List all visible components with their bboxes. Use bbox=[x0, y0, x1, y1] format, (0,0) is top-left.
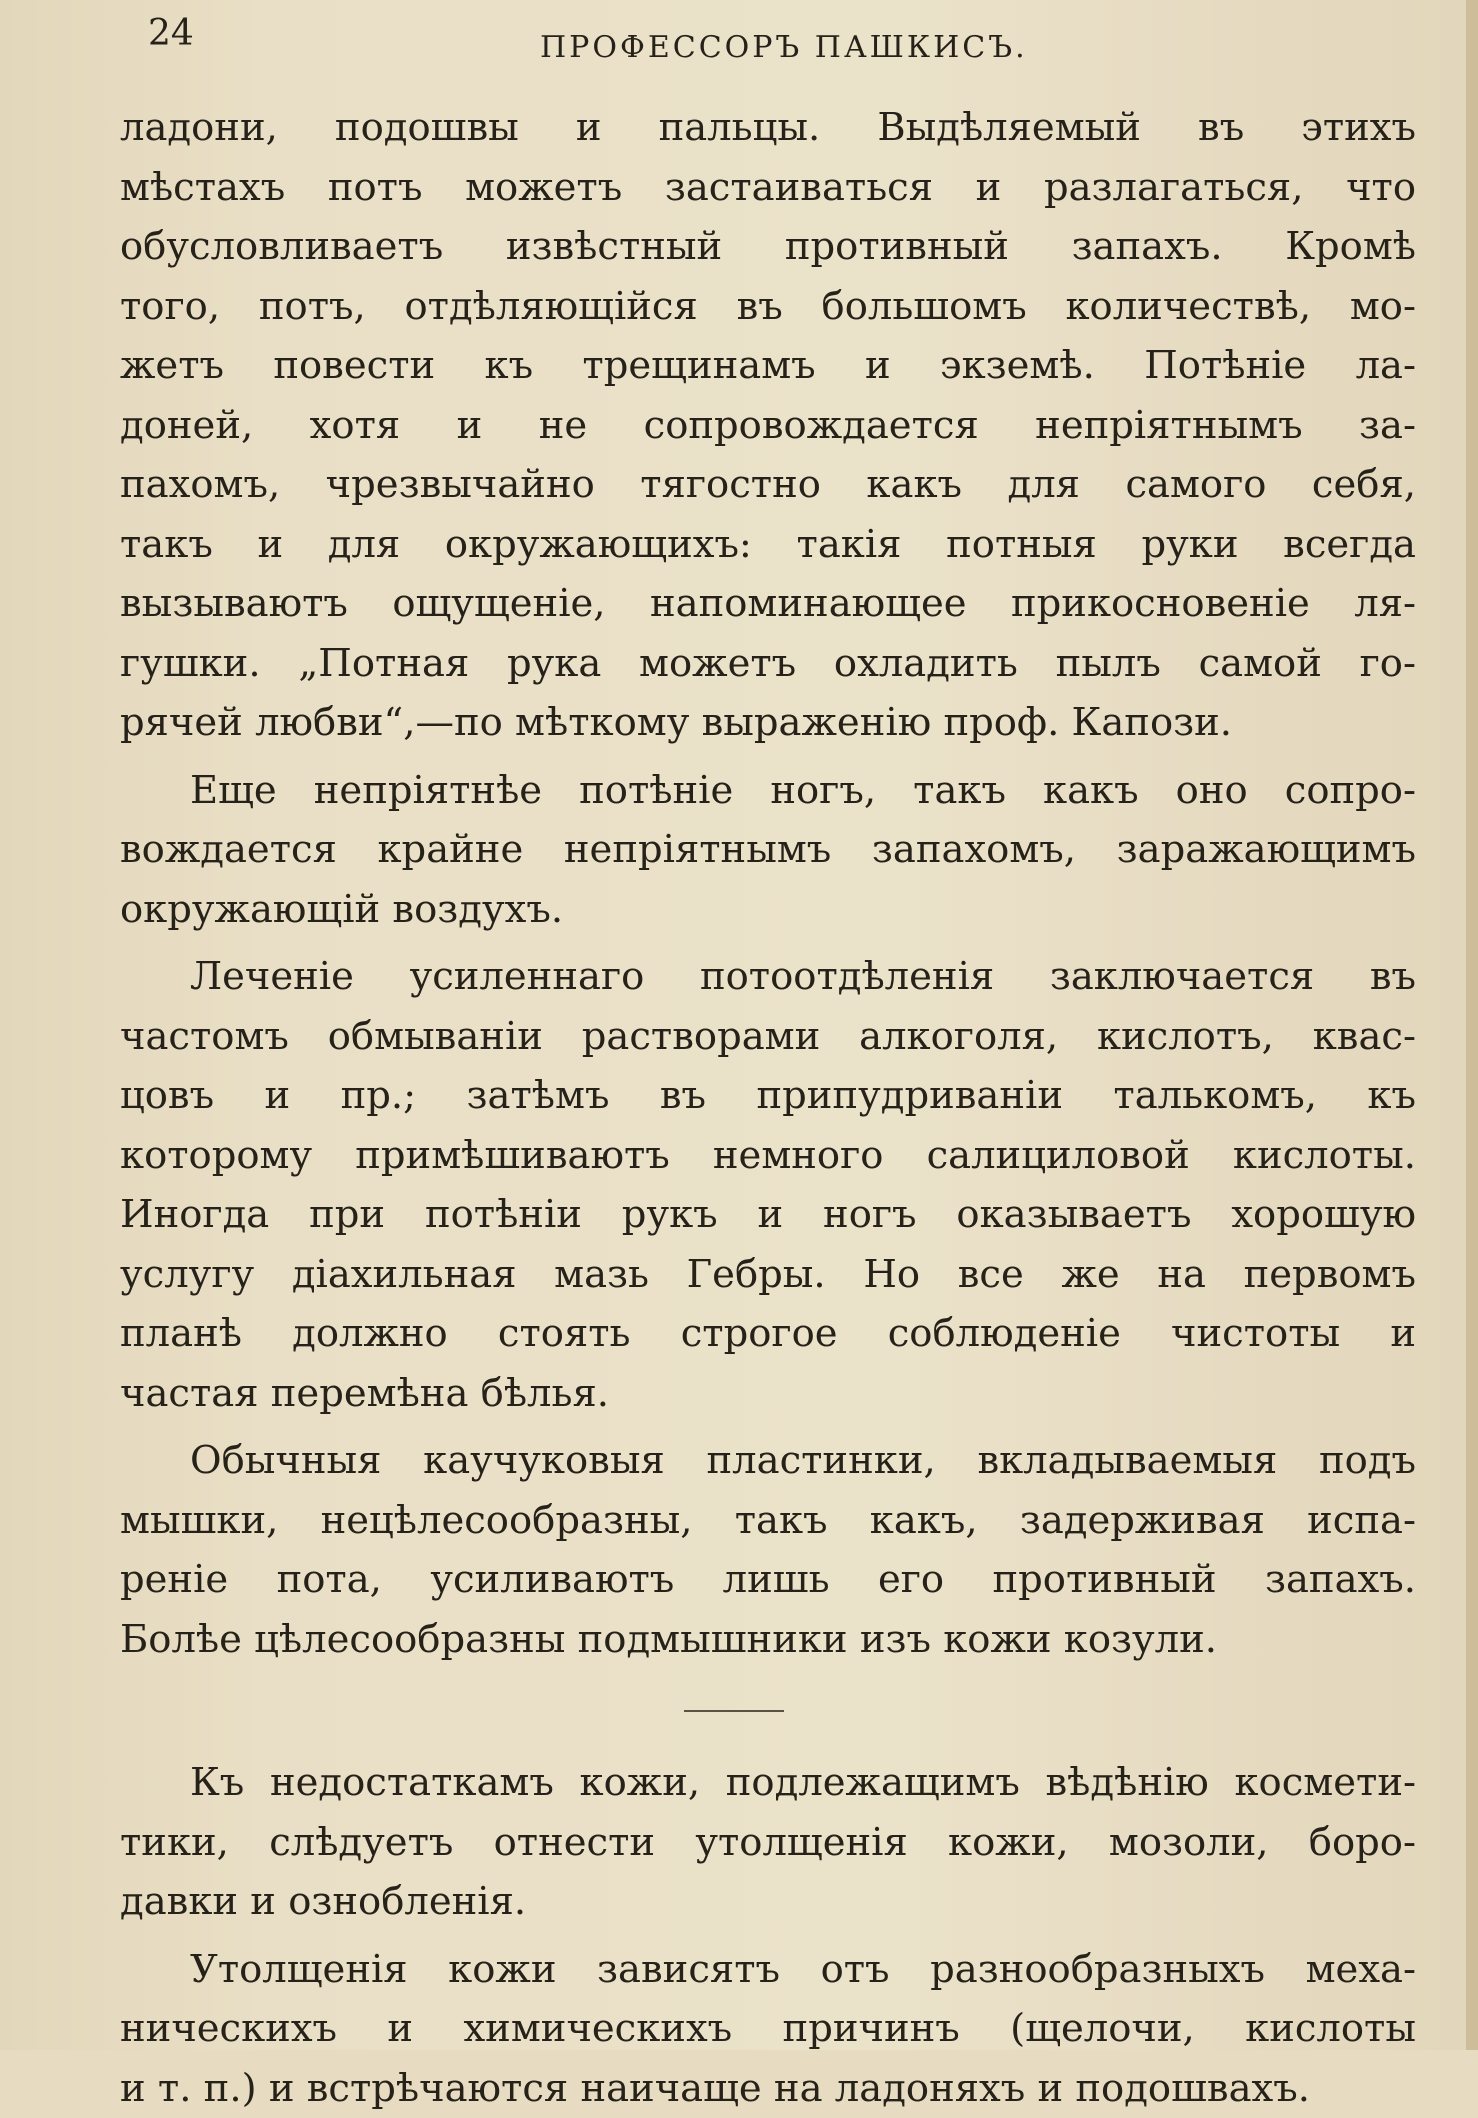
text-line: Леченіе усиленнаго потоотдѣленія заключается въ bbox=[120, 947, 1416, 1007]
text-line: жетъ повести къ трещинамъ и экземѣ. Потѣніе ла- bbox=[120, 336, 1416, 396]
text-line: Еще непріятнѣе потѣніе ногъ, такъ какъ оно сопро- bbox=[120, 761, 1416, 821]
text-line: Обычныя каучуковыя пластинки, вкладываемыя подъ bbox=[120, 1431, 1416, 1491]
text-line: планѣ должно стоять строгое соблюденіе чистоты и bbox=[120, 1304, 1416, 1364]
running-head: ПРОФЕССОРЪ ПАШКИСЪ. bbox=[540, 26, 1028, 70]
text-line: ладони, подошвы и пальцы. Выдѣляемый въ этихъ bbox=[120, 98, 1416, 158]
section-break bbox=[120, 1669, 1416, 1753]
text-line: пахомъ, чрезвычайно тягостно какъ для самого себя, bbox=[120, 455, 1416, 515]
paragraph bbox=[120, 1753, 1416, 1932]
text-line: и т. п.) и встрѣчаются наичаще на ладоняхъ и подошвахъ. bbox=[120, 2059, 1416, 2118]
text-line: доней, хотя и не сопровождается непріятнымъ за- bbox=[120, 396, 1416, 456]
paragraph bbox=[120, 1431, 1416, 1669]
paragraph bbox=[120, 1940, 1416, 2118]
text-line: Болѣе цѣлесообразны подмышники изъ кожи козули. bbox=[120, 1610, 1416, 1670]
paragraph bbox=[120, 761, 1416, 940]
paragraph bbox=[120, 947, 1416, 1423]
text-line: вождается крайне непріятнымъ запахомъ, заражающимъ bbox=[120, 820, 1416, 880]
text-line: давки и ознобленія. bbox=[120, 1872, 1416, 1932]
text-line: того, потъ, отдѣляющійся въ большомъ количествѣ, мо- bbox=[120, 277, 1416, 337]
text-line: частая перемѣна бѣлья. bbox=[120, 1364, 1416, 1424]
text-line: рячей любви“,—по мѣткому выраженію проф. Капози. bbox=[120, 693, 1416, 753]
text-line: Иногда при потѣніи рукъ и ногъ оказываетъ хорошую bbox=[120, 1185, 1416, 1245]
text-line: реніе пота, усиливаютъ лишь его противный запахъ. bbox=[120, 1550, 1416, 1610]
text-line: мѣстахъ потъ можетъ застаиваться и разлагаться, что bbox=[120, 158, 1416, 218]
text-line: мышки, нецѣлесообразны, такъ какъ, задерживая испа- bbox=[120, 1491, 1416, 1551]
section-separator bbox=[684, 1710, 784, 1712]
text-line: гушки. „Потная рука можетъ охладить пылъ самой го- bbox=[120, 634, 1416, 694]
text-line: услугу діахильная мазь Гебры. Но все же на первомъ bbox=[120, 1245, 1416, 1305]
body-text bbox=[120, 98, 1416, 2118]
text-line: такъ и для окружающихъ: такія потныя руки всегда bbox=[120, 515, 1416, 575]
page-edge bbox=[1466, 0, 1478, 2050]
text-line: Къ недостаткамъ кожи, подлежащимъ вѣдѣнію космети- bbox=[120, 1753, 1416, 1813]
text-line: которому примѣшиваютъ немного салициловой кислоты. bbox=[120, 1126, 1416, 1186]
text-line: частомъ обмываніи растворами алкоголя, кислотъ, квас- bbox=[120, 1007, 1416, 1067]
page-number: 24 bbox=[148, 10, 194, 58]
text-line: обусловливаетъ извѣстный противный запахъ. Кромѣ bbox=[120, 217, 1416, 277]
text-line: тики, слѣдуетъ отнести утолщенія кожи, мозоли, боро- bbox=[120, 1813, 1416, 1873]
text-line: цовъ и пр.; затѣмъ въ припудриваніи талькомъ, къ bbox=[120, 1066, 1416, 1126]
text-line: Утолщенія кожи зависятъ отъ разнообразныхъ меха- bbox=[120, 1940, 1416, 2000]
text-line: окружающій воздухъ. bbox=[120, 880, 1416, 940]
text-line: вызываютъ ощущеніе, напоминающее прикосновеніе ля- bbox=[120, 574, 1416, 634]
text-line: ническихъ и химическихъ причинъ (щелочи, кислоты bbox=[120, 1999, 1416, 2059]
paragraph bbox=[120, 98, 1416, 753]
